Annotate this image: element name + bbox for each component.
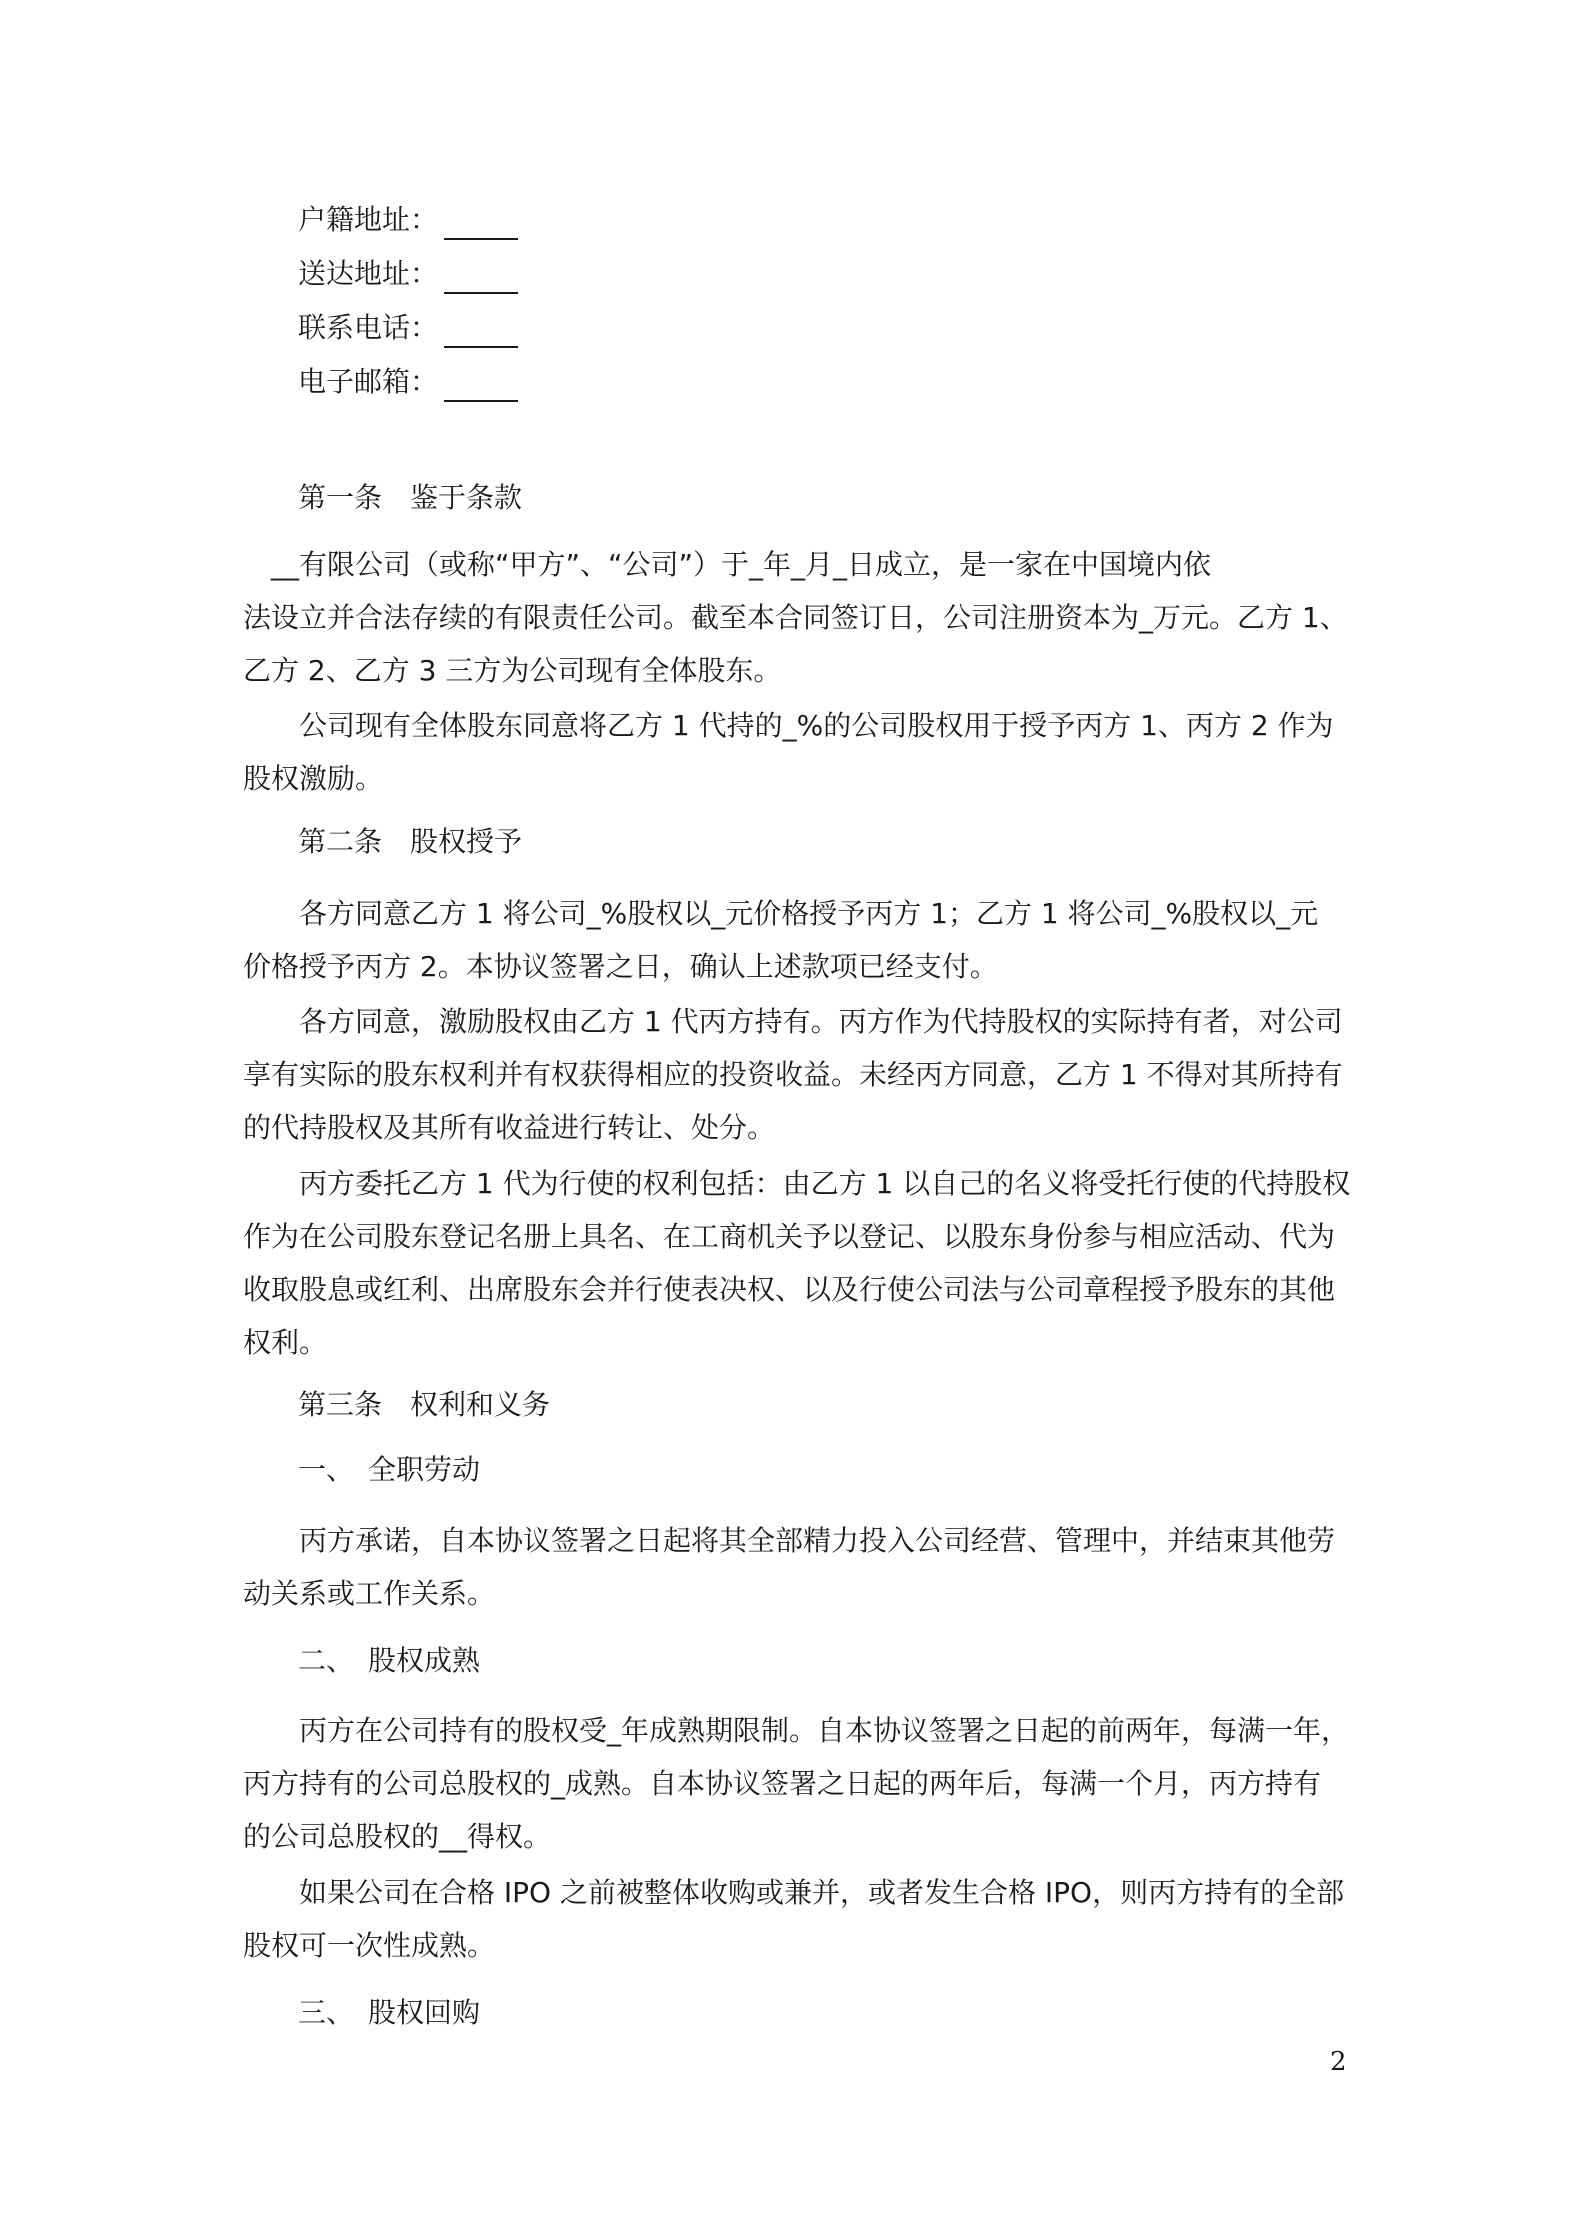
blank-underline — [444, 208, 518, 240]
text-line: 作为在公司股东登记名册上具名、在工商机关予以登记、以股东身份参与相应活动、代为 — [243, 1220, 1336, 1253]
article-1-paragraph-1 — [243, 538, 1348, 697]
text-line: 的公司总股权的__得权。 — [243, 1820, 552, 1853]
blank-underline — [444, 316, 518, 348]
text-line: 丙方承诺，自本协议签署之日起将其全部精力投入公司经营、管理中，并结束其他劳 — [243, 1524, 1336, 1557]
article-1-heading: 第一条 鉴于条款 — [298, 481, 523, 514]
article-2-paragraph-3 — [243, 1157, 1351, 1369]
article-2-heading: 第二条 股权授予 — [298, 825, 523, 858]
blank-underline — [444, 262, 518, 294]
section-1-heading: 一、 全职劳动 — [298, 1453, 481, 1486]
text-line: 各方同意，激励股权由乙方 1 代丙方持有。丙方作为代持股权的实际持有者，对公司 — [243, 1005, 1343, 1038]
blank-underline — [444, 370, 518, 402]
section-1-paragraph — [243, 1514, 1343, 1620]
text-line: __有限公司（或称“甲方”、“公司”）于_年_月_日成立，是一家在中国境内依 — [243, 548, 1212, 581]
text-line: 各方同意乙方 1 将公司_%股权以_元价格授予丙方 1；乙方 1 将公司_%股权以_元 — [243, 897, 1319, 930]
text-line: 的代持股权及其所有收益进行转让、处分。 — [243, 1111, 776, 1144]
text-line: 公司现有全体股东同意将乙方 1 代持的_%的公司股权用于授予丙方 1、丙方 2 作为 — [243, 709, 1334, 742]
text-line: 丙方在公司持有的股权受_年成熟期限制。自本协议签署之日起的前两年，每满一年， — [243, 1714, 1350, 1747]
text-line: 收取股息或红利、出席股东会并行使表决权、以及行使公司法与公司章程授予股东的其他 — [243, 1273, 1336, 1306]
text-line: 权利。 — [243, 1326, 328, 1359]
article-1-paragraph-2 — [243, 699, 1343, 805]
text-line: 价格授予丙方 2。本协议签署之日，确认上述款项已经支付。 — [243, 950, 998, 983]
text-line: 股权可一次性成熟。 — [243, 1929, 496, 1962]
contact-label: 户籍地址： — [298, 203, 439, 236]
text-line: 乙方 2、乙方 3 三方为公司现有全体股东。 — [243, 654, 782, 687]
contact-household-address — [298, 200, 518, 240]
section-2-heading: 二、 股权成熟 — [298, 1644, 481, 1677]
section-2-paragraph-1 — [243, 1704, 1350, 1863]
section-2-paragraph-2 — [243, 1866, 1343, 1972]
contact-email — [298, 362, 518, 402]
contact-delivery-address — [298, 254, 518, 294]
contact-phone — [298, 308, 518, 348]
article-2-paragraph-1 — [243, 887, 1343, 993]
page-number: 2 — [1330, 2047, 1347, 2077]
text-line: 股权激励。 — [243, 762, 384, 795]
article-2-paragraph-2 — [243, 995, 1343, 1154]
contact-label: 联系电话： — [298, 311, 439, 344]
text-line: 如果公司在合格 IPO 之前被整体收购或兼并，或者发生合格 IPO，则丙方持有的全部 — [243, 1876, 1345, 1909]
text-line: 动关系或工作关系。 — [243, 1577, 496, 1610]
text-line: 丙方委托乙方 1 代为行使的权利包括：由乙方 1 以自己的名义将受托行使的代持股权 — [243, 1167, 1351, 1200]
text-line: 丙方持有的公司总股权的_成熟。自本协议签署之日起的两年后，每满一个月，丙方持有 — [243, 1767, 1322, 1800]
text-line: 法设立并合法存续的有限责任公司。截至本合同签订日，公司注册资本为_万元。乙方 1、 — [243, 601, 1348, 634]
contact-label: 电子邮箱： — [298, 365, 439, 398]
section-3-heading: 三、 股权回购 — [298, 1996, 481, 2029]
text-line: 享有实际的股东权利并有权获得相应的投资收益。未经丙方同意，乙方 1 不得对其所持有 — [243, 1058, 1343, 1091]
article-3-heading: 第三条 权利和义务 — [298, 1388, 551, 1421]
contact-label: 送达地址： — [298, 257, 439, 290]
